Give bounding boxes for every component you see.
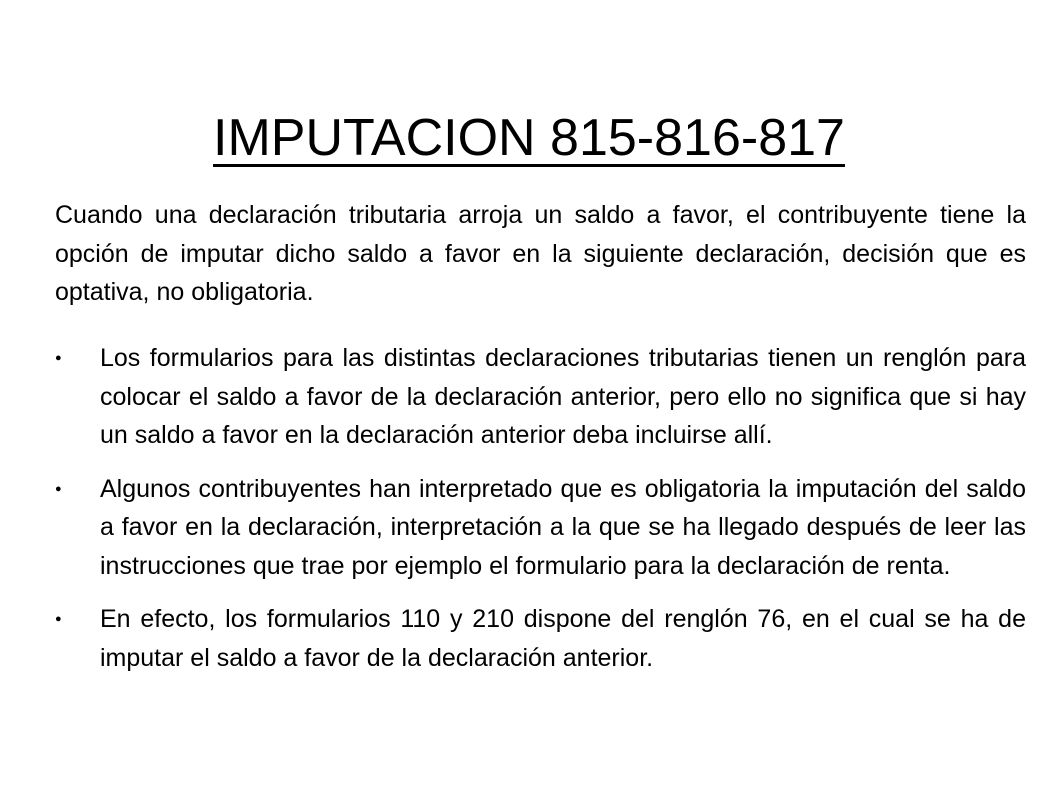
bullet-list — [55, 339, 1026, 692]
slide-title-text: IMPUTACION 815-816-817 — [213, 109, 845, 167]
bullet-item — [55, 339, 1026, 455]
bullet-item — [55, 470, 1026, 586]
intro-paragraph: Cuando una declaración tributaria arroja un saldo a favor, el contribuyente tiene la opción de imputar dicho saldo a favor en la siguiente declaración, decisión que es optativa, no obligatoria. — [55, 201, 1026, 306]
bullet-text: En efecto, los formularios 110 y 210 dispone del renglón 76, en el cual se ha de imputar el saldo a favor de la declaración anterior. — [100, 605, 1026, 672]
bullet-text: Algunos contribuyentes han interpretado que es obligatoria la imputación del saldo a favor en la declaración, interpretación a la que se ha llegado después de leer las instrucciones que trae por ejemplo el formulario para la declaración de renta. — [100, 474, 1026, 580]
bullet-dot-icon: ● — [55, 482, 62, 495]
bullet-item — [55, 600, 1026, 677]
bullet-dot-icon: ● — [55, 613, 62, 625]
slide-title — [0, 106, 1058, 170]
bullet-dot-icon: ● — [55, 352, 62, 364]
bullet-text: Los formularios para las distintas declaraciones tributarias tienen un renglón para colocar el saldo a favor de la declaración anterior, pero ello no significa que si hay un saldo a favor en la declaración anterior deba incluirse allí. — [100, 344, 1026, 449]
